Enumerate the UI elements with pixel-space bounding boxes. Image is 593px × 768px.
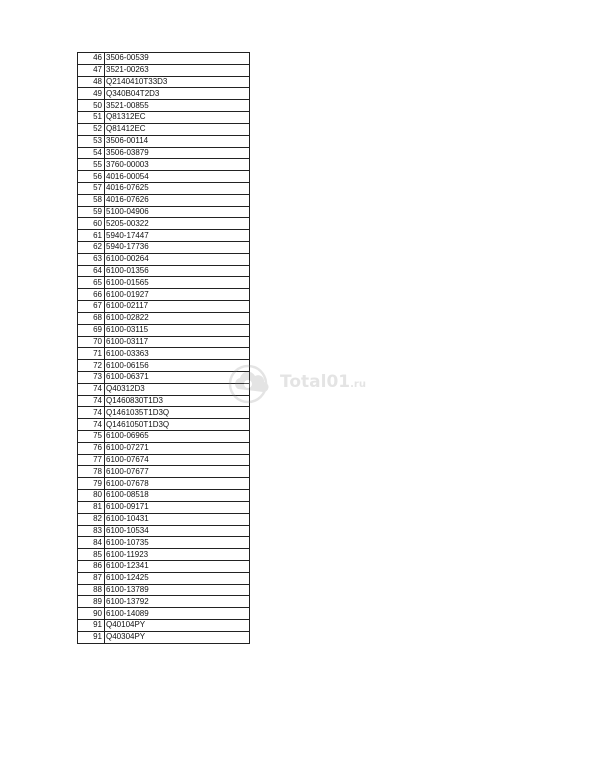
table-row	[78, 501, 250, 513]
part-code: 3521-00263	[105, 64, 250, 76]
part-code: Q1461050T1D3Q	[105, 419, 250, 431]
row-number: 69	[78, 324, 105, 336]
row-number: 76	[78, 442, 105, 454]
part-code: Q1460830T1D3	[105, 395, 250, 407]
part-code: Q40312D3	[105, 383, 250, 395]
row-number: 47	[78, 64, 105, 76]
table-row	[78, 383, 250, 395]
table-row	[78, 112, 250, 124]
row-number: 87	[78, 572, 105, 584]
part-code: 4016-07626	[105, 194, 250, 206]
row-number: 61	[78, 230, 105, 242]
part-code: 3506-03879	[105, 147, 250, 159]
part-code: 6100-13789	[105, 584, 250, 596]
table-row	[78, 596, 250, 608]
part-code: 6100-10534	[105, 525, 250, 537]
table-row	[78, 525, 250, 537]
part-code: 6100-11923	[105, 549, 250, 561]
table-row	[78, 620, 250, 632]
parts-table	[77, 52, 250, 644]
row-number: 79	[78, 478, 105, 490]
row-number: 81	[78, 501, 105, 513]
part-code: 6100-07271	[105, 442, 250, 454]
table-row	[78, 466, 250, 478]
table-row	[78, 218, 250, 230]
table-row	[78, 64, 250, 76]
part-code: 6100-08518	[105, 490, 250, 502]
row-number: 66	[78, 289, 105, 301]
part-code: 6100-12425	[105, 572, 250, 584]
table-row	[78, 608, 250, 620]
row-number: 63	[78, 253, 105, 265]
part-code: 6100-02822	[105, 312, 250, 324]
row-number: 80	[78, 490, 105, 502]
table-row	[78, 253, 250, 265]
row-number: 70	[78, 336, 105, 348]
row-number: 54	[78, 147, 105, 159]
row-number: 51	[78, 112, 105, 124]
table-row	[78, 442, 250, 454]
table-row	[78, 537, 250, 549]
row-number: 77	[78, 454, 105, 466]
table-row	[78, 360, 250, 372]
part-code: 6100-00264	[105, 253, 250, 265]
table-row	[78, 194, 250, 206]
part-code: 6100-07674	[105, 454, 250, 466]
row-number: 91	[78, 631, 105, 643]
row-number: 88	[78, 584, 105, 596]
table-row	[78, 454, 250, 466]
part-code: 6100-14089	[105, 608, 250, 620]
part-code: 6100-13792	[105, 596, 250, 608]
part-code: 3760-00003	[105, 159, 250, 171]
table-row	[78, 182, 250, 194]
table-row	[78, 513, 250, 525]
part-code: 6100-09171	[105, 501, 250, 513]
row-number: 52	[78, 123, 105, 135]
table-row	[78, 395, 250, 407]
row-number: 57	[78, 182, 105, 194]
part-code: 6100-01356	[105, 265, 250, 277]
row-number: 46	[78, 53, 105, 65]
row-number: 83	[78, 525, 105, 537]
row-number: 65	[78, 277, 105, 289]
row-number: 58	[78, 194, 105, 206]
row-number: 74	[78, 419, 105, 431]
part-code: 6100-03117	[105, 336, 250, 348]
part-code: 5940-17736	[105, 242, 250, 254]
row-number: 56	[78, 171, 105, 183]
part-code: Q2140410T33D3	[105, 76, 250, 88]
table-row	[78, 490, 250, 502]
part-code: 3521-00855	[105, 100, 250, 112]
row-number: 60	[78, 218, 105, 230]
part-code: 6100-06371	[105, 371, 250, 383]
table-row	[78, 549, 250, 561]
part-code: 3506-00539	[105, 53, 250, 65]
table-row	[78, 123, 250, 135]
row-number: 55	[78, 159, 105, 171]
part-code: 6100-01565	[105, 277, 250, 289]
table-row	[78, 206, 250, 218]
row-number: 74	[78, 383, 105, 395]
table-row	[78, 419, 250, 431]
part-code: Q81312EC	[105, 112, 250, 124]
row-number: 72	[78, 360, 105, 372]
table-row	[78, 159, 250, 171]
table-row	[78, 230, 250, 242]
table-row	[78, 631, 250, 643]
part-code: Q340B04T2D3	[105, 88, 250, 100]
table-row	[78, 76, 250, 88]
table-row	[78, 312, 250, 324]
part-code: 6100-06156	[105, 360, 250, 372]
row-number: 75	[78, 431, 105, 443]
row-number: 82	[78, 513, 105, 525]
row-number: 49	[78, 88, 105, 100]
row-number: 74	[78, 395, 105, 407]
table-row	[78, 100, 250, 112]
table-row	[78, 301, 250, 313]
table-row	[78, 560, 250, 572]
row-number: 89	[78, 596, 105, 608]
table-row	[78, 147, 250, 159]
table-row	[78, 336, 250, 348]
part-code: 6100-12341	[105, 560, 250, 572]
part-code: Q1461035T1D3Q	[105, 407, 250, 419]
table-row	[78, 371, 250, 383]
part-code: 3506-00114	[105, 135, 250, 147]
part-code: 5100-04906	[105, 206, 250, 218]
table-row	[78, 265, 250, 277]
row-number: 68	[78, 312, 105, 324]
part-code: Q40304PY	[105, 631, 250, 643]
table-row	[78, 324, 250, 336]
row-number: 73	[78, 371, 105, 383]
table-row	[78, 478, 250, 490]
table-row	[78, 348, 250, 360]
row-number: 67	[78, 301, 105, 313]
row-number: 50	[78, 100, 105, 112]
row-number: 53	[78, 135, 105, 147]
table-row	[78, 431, 250, 443]
part-code: 6100-06965	[105, 431, 250, 443]
row-number: 86	[78, 560, 105, 572]
part-code: 5940-17447	[105, 230, 250, 242]
part-code: 6100-03363	[105, 348, 250, 360]
table-row	[78, 53, 250, 65]
part-code: 6100-03115	[105, 324, 250, 336]
table-row	[78, 407, 250, 419]
part-code: 6100-10735	[105, 537, 250, 549]
table-row	[78, 572, 250, 584]
part-code: 6100-07678	[105, 478, 250, 490]
watermark-text: Total01.ru	[280, 372, 366, 392]
part-code: 4016-07625	[105, 182, 250, 194]
table-row	[78, 171, 250, 183]
row-number: 59	[78, 206, 105, 218]
row-number: 84	[78, 537, 105, 549]
row-number: 62	[78, 242, 105, 254]
part-code: Q40104PY	[105, 620, 250, 632]
part-code: 6100-10431	[105, 513, 250, 525]
row-number: 85	[78, 549, 105, 561]
part-code: 4016-00054	[105, 171, 250, 183]
row-number: 64	[78, 265, 105, 277]
table-row	[78, 135, 250, 147]
row-number: 48	[78, 76, 105, 88]
table-row	[78, 584, 250, 596]
row-number: 74	[78, 407, 105, 419]
table-row	[78, 289, 250, 301]
parts-table-body	[78, 53, 250, 644]
table-row	[78, 277, 250, 289]
row-number: 71	[78, 348, 105, 360]
row-number: 78	[78, 466, 105, 478]
row-number: 91	[78, 620, 105, 632]
part-code: 6100-01927	[105, 289, 250, 301]
table-row	[78, 88, 250, 100]
part-code: 6100-02117	[105, 301, 250, 313]
table-row	[78, 242, 250, 254]
row-number: 90	[78, 608, 105, 620]
part-code: 6100-07677	[105, 466, 250, 478]
part-code: Q81412EC	[105, 123, 250, 135]
part-code: 5205-00322	[105, 218, 250, 230]
